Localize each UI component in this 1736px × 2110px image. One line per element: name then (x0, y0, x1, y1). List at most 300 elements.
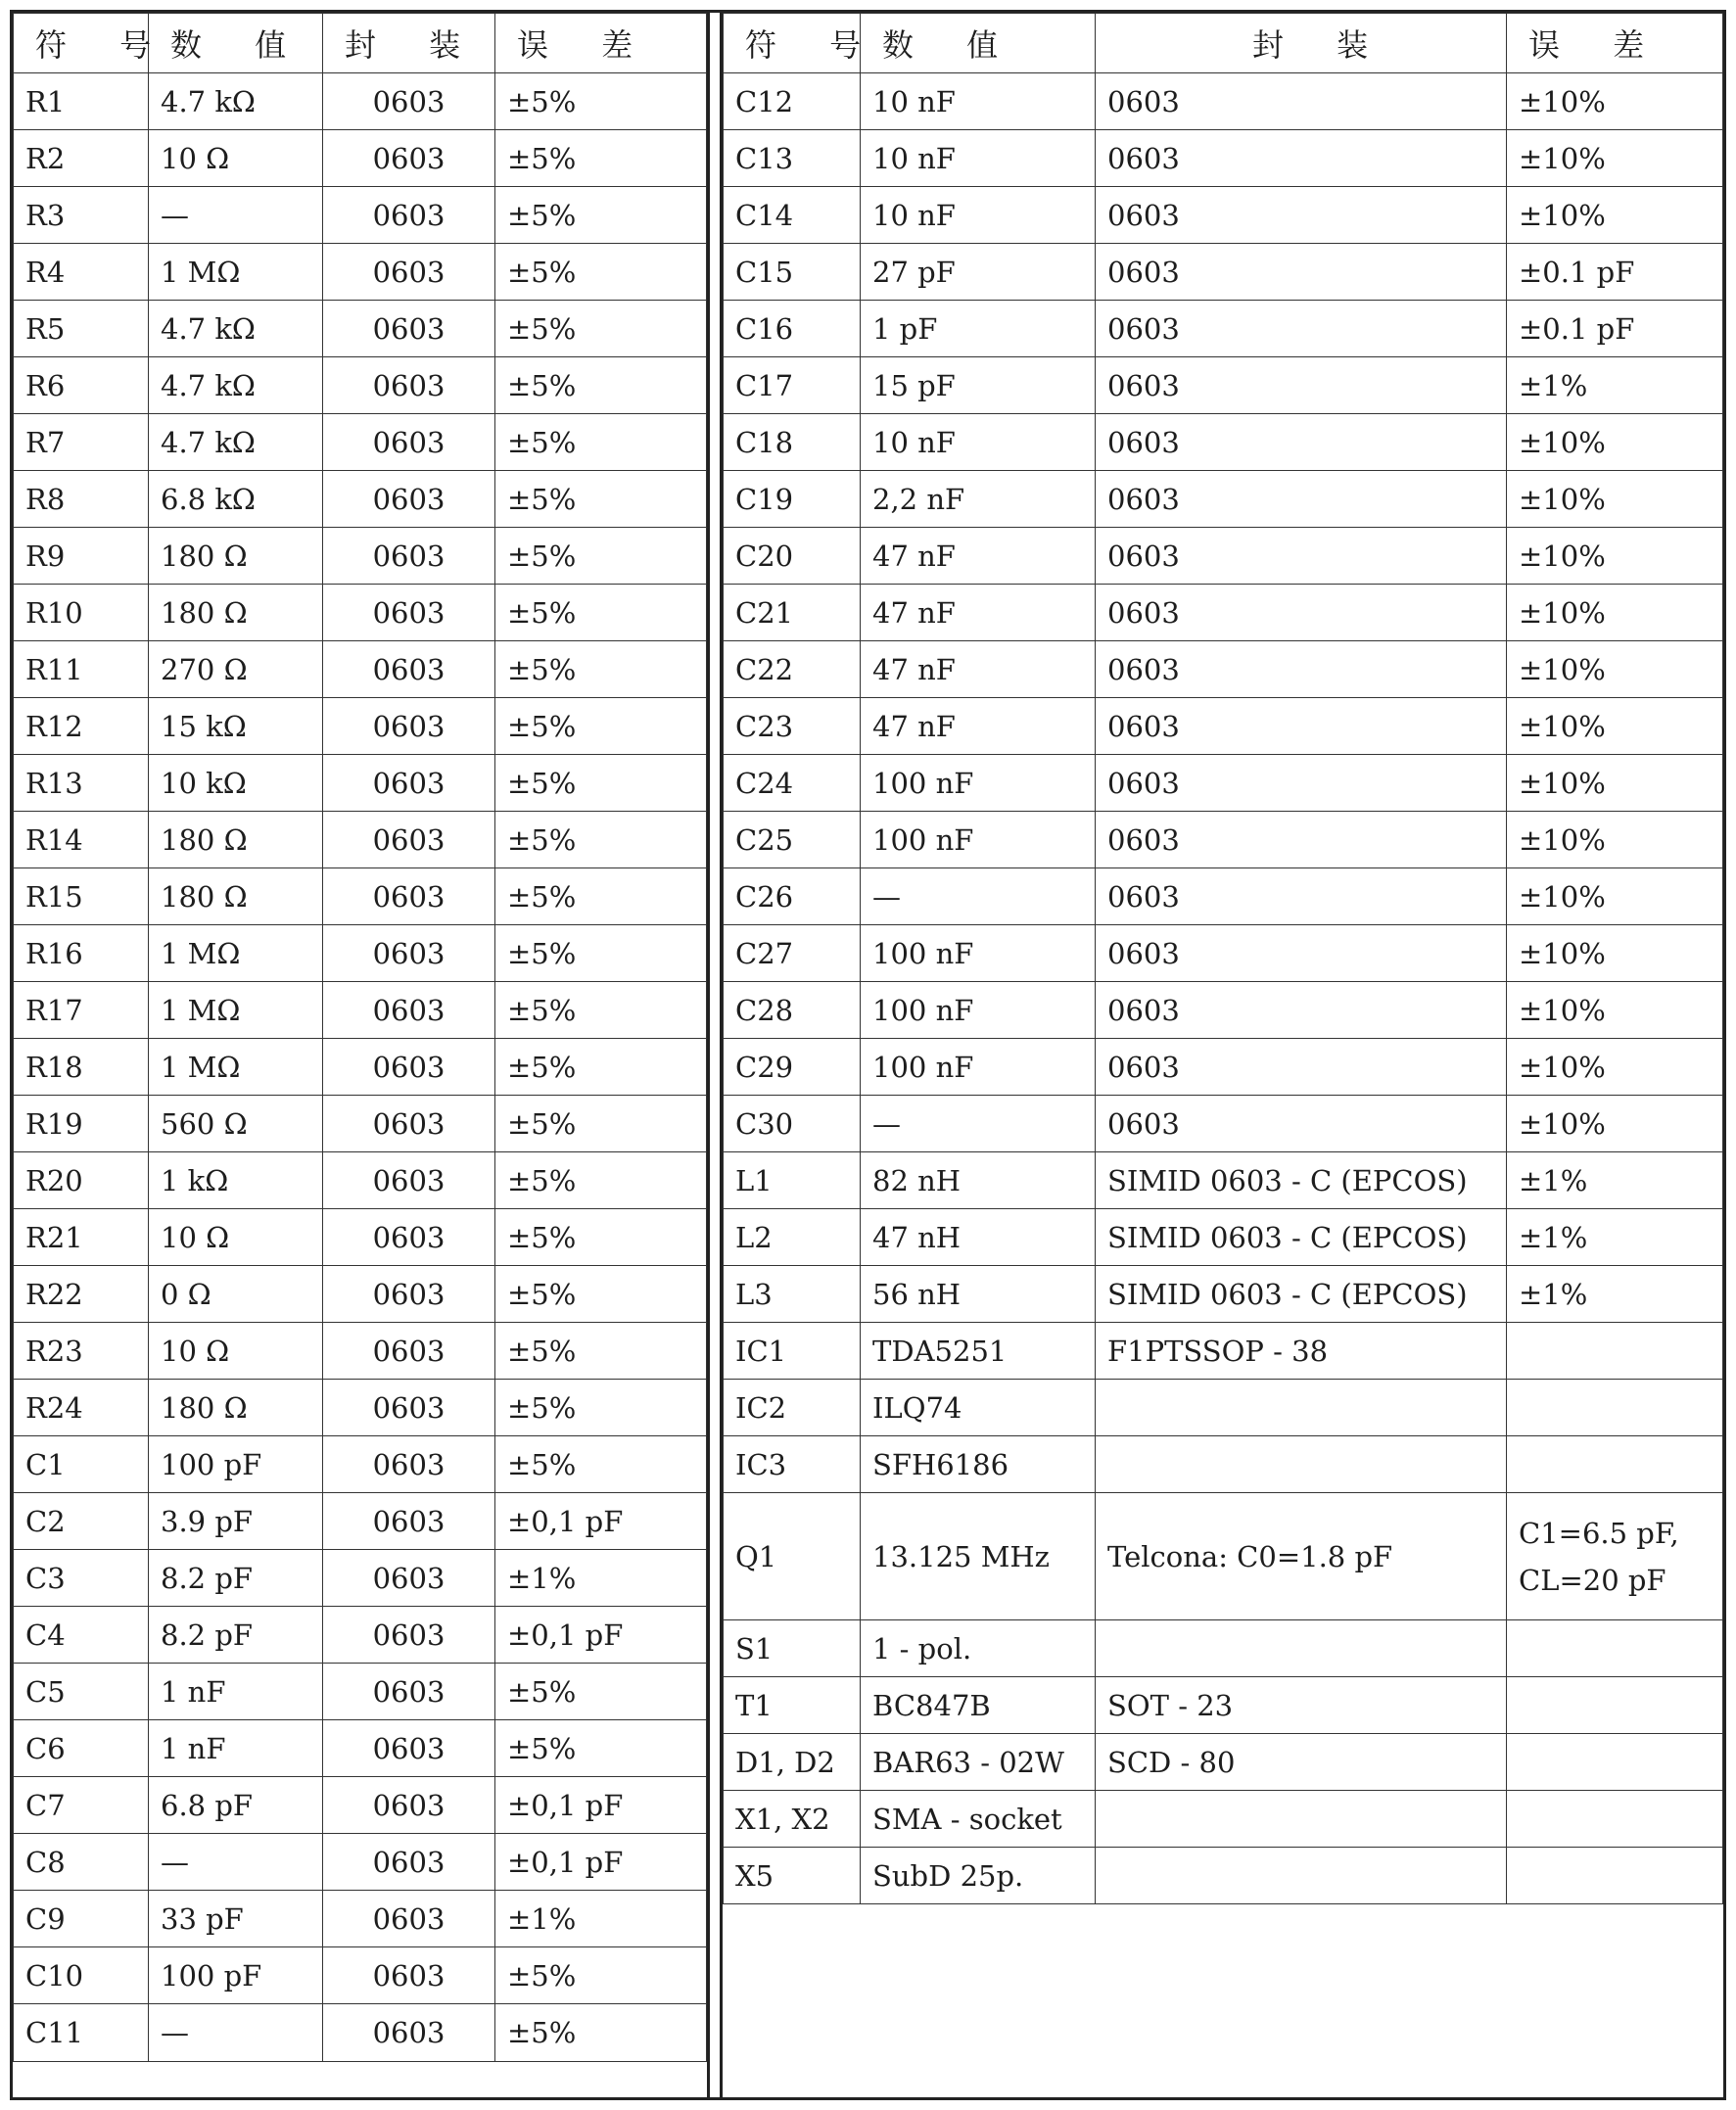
cell-package: 0603 (1096, 357, 1507, 414)
cell-value: 27 pF (861, 244, 1096, 301)
table-row (724, 925, 1723, 982)
cell-package: 0603 (323, 1323, 495, 1380)
table-row (14, 1039, 707, 1096)
table-row (724, 130, 1723, 187)
cell-value: 6.8 pF (149, 1777, 323, 1834)
cell-symbol: C18 (724, 414, 861, 471)
cell-value: 56 nH (861, 1266, 1096, 1323)
cell-value: 1 kΩ (149, 1152, 323, 1209)
cell-value: 47 nH (861, 1209, 1096, 1266)
cell-tolerance: ±1% (495, 1891, 707, 1947)
cell-value: 180 Ω (149, 585, 323, 641)
right-table-panel (720, 13, 1723, 2097)
cell-package: 0603 (323, 1039, 495, 1096)
table-row (724, 1620, 1723, 1677)
cell-value: 1 MΩ (149, 244, 323, 301)
cell-tolerance: ±5% (495, 73, 707, 130)
cell-package (1096, 1380, 1507, 1436)
cell-value: — (861, 1096, 1096, 1152)
cell-package: 0603 (1096, 585, 1507, 641)
cell-tolerance: ±5% (495, 471, 707, 528)
cell-value: SubD 25p. (861, 1848, 1096, 1904)
cell-symbol: R17 (14, 982, 149, 1039)
cell-symbol: C25 (724, 812, 861, 868)
table-row (14, 1323, 707, 1380)
table-row (724, 244, 1723, 301)
cell-symbol: X1, X2 (724, 1791, 861, 1848)
right-header-row (724, 14, 1723, 73)
cell-symbol: C29 (724, 1039, 861, 1096)
cell-value: 180 Ω (149, 1380, 323, 1436)
cell-symbol: R7 (14, 414, 149, 471)
cell-symbol: Q1 (724, 1493, 861, 1620)
cell-tolerance: ±5% (495, 1209, 707, 1266)
cell-tolerance: ±5% (495, 812, 707, 868)
cell-symbol: C13 (724, 130, 861, 187)
cell-value: SMA - socket (861, 1791, 1096, 1848)
cell-tolerance: ±10% (1507, 982, 1723, 1039)
table-row (14, 1152, 707, 1209)
cell-package: 0603 (323, 301, 495, 357)
table-row (14, 698, 707, 755)
cell-tolerance: ±1% (1507, 1152, 1723, 1209)
cell-value: 100 nF (861, 812, 1096, 868)
cell-value: SFH6186 (861, 1436, 1096, 1493)
cell-tolerance: ±10% (1507, 868, 1723, 925)
cell-tolerance: ±5% (495, 1266, 707, 1323)
table-row (14, 130, 707, 187)
cell-tolerance: ±10% (1507, 414, 1723, 471)
cell-value: 100 nF (861, 1039, 1096, 1096)
table-row (14, 528, 707, 585)
cell-value: BC847B (861, 1677, 1096, 1734)
cell-value: 10 Ω (149, 1209, 323, 1266)
table-row (724, 755, 1723, 812)
cell-symbol: X5 (724, 1848, 861, 1904)
cell-symbol: C5 (14, 1664, 149, 1720)
cell-symbol: C12 (724, 73, 861, 130)
cell-tolerance: ±10% (1507, 698, 1723, 755)
cell-value: 47 nF (861, 698, 1096, 755)
cell-package: SIMID 0603 - C (EPCOS) (1096, 1266, 1507, 1323)
cell-symbol: R21 (14, 1209, 149, 1266)
cell-tolerance: ±0,1 pF (495, 1777, 707, 1834)
cell-symbol: C30 (724, 1096, 861, 1152)
cell-tolerance: ±5% (495, 1096, 707, 1152)
table-row (724, 414, 1723, 471)
header-tolerance: 误 差 (495, 14, 707, 73)
cell-symbol: D1, D2 (724, 1734, 861, 1791)
cell-value: 33 pF (149, 1891, 323, 1947)
cell-tolerance: ±10% (1507, 641, 1723, 698)
cell-tolerance (1507, 1848, 1723, 1904)
cell-symbol: R23 (14, 1323, 149, 1380)
cell-value: 1 MΩ (149, 982, 323, 1039)
table-row (724, 1380, 1723, 1436)
cell-value: 270 Ω (149, 641, 323, 698)
cell-package: SIMID 0603 - C (EPCOS) (1096, 1209, 1507, 1266)
cell-package: 0603 (323, 1777, 495, 1834)
cell-symbol: C15 (724, 244, 861, 301)
cell-symbol: C19 (724, 471, 861, 528)
cell-package: 0603 (1096, 982, 1507, 1039)
table-row (724, 1791, 1723, 1848)
cell-tolerance: ±0.1 pF (1507, 244, 1723, 301)
cell-package: 0603 (1096, 414, 1507, 471)
cell-value: 15 pF (861, 357, 1096, 414)
cell-package: 0603 (323, 357, 495, 414)
cell-tolerance: ±5% (495, 1947, 707, 2004)
table-row (14, 73, 707, 130)
cell-value: 13.125 MHz (861, 1493, 1096, 1620)
cell-symbol: IC2 (724, 1380, 861, 1436)
cell-tolerance (1507, 1323, 1723, 1380)
table-row (14, 585, 707, 641)
cell-symbol: R1 (14, 73, 149, 130)
cell-value: 47 nF (861, 641, 1096, 698)
cell-package: 0603 (1096, 641, 1507, 698)
table-row (14, 1777, 707, 1834)
table-row (14, 755, 707, 812)
cell-package: 0603 (323, 755, 495, 812)
cell-package: 0603 (323, 641, 495, 698)
cell-package: 0603 (323, 1947, 495, 2004)
cell-package: 0603 (1096, 755, 1507, 812)
cell-symbol: R18 (14, 1039, 149, 1096)
cell-value: 1 nF (149, 1720, 323, 1777)
cell-value: 1 MΩ (149, 1039, 323, 1096)
cell-package: 0603 (1096, 698, 1507, 755)
cell-value: 560 Ω (149, 1096, 323, 1152)
cell-tolerance (1507, 1493, 1723, 1620)
cell-symbol: C20 (724, 528, 861, 585)
cell-package: 0603 (323, 1891, 495, 1947)
cell-symbol: S1 (724, 1620, 861, 1677)
cell-symbol: C9 (14, 1891, 149, 1947)
table-row (14, 2004, 707, 2062)
cell-tolerance: ±5% (495, 1039, 707, 1096)
cell-symbol: C22 (724, 641, 861, 698)
cell-package: 0603 (1096, 925, 1507, 982)
cell-symbol: R16 (14, 925, 149, 982)
cell-value: 8.2 pF (149, 1607, 323, 1664)
cell-symbol: C17 (724, 357, 861, 414)
cell-value: 100 nF (861, 982, 1096, 1039)
component-list-sheet (10, 10, 1726, 2100)
left-header-row (14, 14, 707, 73)
cell-value: 100 pF (149, 1436, 323, 1493)
cell-value: 180 Ω (149, 528, 323, 585)
table-row (14, 925, 707, 982)
cell-package: 0603 (323, 187, 495, 244)
cell-tolerance: ±5% (495, 698, 707, 755)
cell-package: 0603 (323, 244, 495, 301)
cell-package: 0603 (323, 1209, 495, 1266)
cell-tolerance: ±5% (495, 1436, 707, 1493)
header-symbol: 符 号 (724, 14, 861, 73)
cell-value: 3.9 pF (149, 1493, 323, 1550)
cell-tolerance: ±0,1 pF (495, 1607, 707, 1664)
cell-symbol: R11 (14, 641, 149, 698)
table-row (724, 1096, 1723, 1152)
cell-tolerance: ±10% (1507, 1096, 1723, 1152)
cell-package: 0603 (323, 1493, 495, 1550)
right-component-table (723, 13, 1723, 1904)
cell-value: 1 pF (861, 301, 1096, 357)
header-value: 数 值 (149, 14, 323, 73)
cell-value: BAR63 - 02W (861, 1734, 1096, 1791)
cell-symbol: C8 (14, 1834, 149, 1891)
table-row (724, 1266, 1723, 1323)
table-row (724, 982, 1723, 1039)
cell-package (1096, 1848, 1507, 1904)
cell-package: 0603 (323, 130, 495, 187)
cell-value: 10 nF (861, 130, 1096, 187)
cell-value: 100 nF (861, 755, 1096, 812)
table-row (724, 812, 1723, 868)
cell-value: 1 nF (149, 1664, 323, 1720)
cell-tolerance: ±10% (1507, 187, 1723, 244)
cell-symbol: L3 (724, 1266, 861, 1323)
cell-package: 0603 (1096, 1039, 1507, 1096)
cell-symbol: R8 (14, 471, 149, 528)
cell-tolerance: ±1% (1507, 357, 1723, 414)
cell-value: 10 kΩ (149, 755, 323, 812)
table-row (724, 187, 1723, 244)
cell-package: SOT - 23 (1096, 1677, 1507, 1734)
table-row (724, 585, 1723, 641)
cell-tolerance: ±5% (495, 301, 707, 357)
table-row (724, 1323, 1723, 1380)
cell-value: 15 kΩ (149, 698, 323, 755)
cell-symbol: R2 (14, 130, 149, 187)
cell-value: 0 Ω (149, 1266, 323, 1323)
table-row (14, 1834, 707, 1891)
cell-package: SCD - 80 (1096, 1734, 1507, 1791)
cell-value: 2,2 nF (861, 471, 1096, 528)
table-row (724, 357, 1723, 414)
cell-tolerance: ±10% (1507, 812, 1723, 868)
cell-tolerance: ±1% (495, 1550, 707, 1607)
tolerance-line-2: CL=20 pF (1519, 1563, 1666, 1597)
cell-symbol: L2 (724, 1209, 861, 1266)
cell-package: 0603 (323, 73, 495, 130)
cell-symbol: C28 (724, 982, 861, 1039)
cell-value: 4.7 kΩ (149, 357, 323, 414)
cell-tolerance: ±10% (1507, 925, 1723, 982)
cell-package: 0603 (323, 1436, 495, 1493)
table-row (14, 982, 707, 1039)
cell-value: 100 pF (149, 1947, 323, 2004)
cell-value: 82 nH (861, 1152, 1096, 1209)
cell-tolerance: ±5% (495, 1152, 707, 1209)
cell-tolerance: ±5% (495, 1380, 707, 1436)
cell-tolerance: ±5% (495, 925, 707, 982)
table-row (14, 1096, 707, 1152)
cell-package: 0603 (1096, 471, 1507, 528)
cell-symbol: C1 (14, 1436, 149, 1493)
cell-symbol: C11 (14, 2004, 149, 2062)
left-component-table (13, 13, 707, 2062)
cell-package: 0603 (323, 698, 495, 755)
cell-value: — (149, 2004, 323, 2062)
cell-symbol: C27 (724, 925, 861, 982)
cell-symbol: R19 (14, 1096, 149, 1152)
table-row (14, 414, 707, 471)
cell-package: 0603 (323, 868, 495, 925)
cell-package: 0603 (1096, 187, 1507, 244)
cell-package: 0603 (1096, 130, 1507, 187)
table-row-q1 (724, 1493, 1723, 1620)
table-row (14, 868, 707, 925)
cell-symbol: C6 (14, 1720, 149, 1777)
cell-tolerance: ±5% (495, 868, 707, 925)
table-row (724, 1152, 1723, 1209)
table-row (724, 1677, 1723, 1734)
cell-package: 0603 (1096, 868, 1507, 925)
table-row (724, 471, 1723, 528)
cell-tolerance: ±0.1 pF (1507, 301, 1723, 357)
cell-package: 0603 (323, 1664, 495, 1720)
cell-value: 100 nF (861, 925, 1096, 982)
cell-package: 0603 (1096, 1096, 1507, 1152)
cell-package: 0603 (323, 1380, 495, 1436)
cell-value: 6.8 kΩ (149, 471, 323, 528)
cell-value: 4.7 kΩ (149, 73, 323, 130)
table-row (724, 528, 1723, 585)
cell-tolerance: ±5% (495, 1323, 707, 1380)
cell-symbol: C16 (724, 301, 861, 357)
cell-package (1096, 1620, 1507, 1677)
table-row (14, 471, 707, 528)
cell-package: 0603 (323, 1152, 495, 1209)
cell-tolerance (1507, 1791, 1723, 1848)
cell-value: 1 - pol. (861, 1620, 1096, 1677)
left-table-panel (13, 13, 710, 2097)
table-row (724, 1039, 1723, 1096)
cell-tolerance: ±10% (1507, 528, 1723, 585)
cell-symbol: R12 (14, 698, 149, 755)
cell-symbol: R3 (14, 187, 149, 244)
cell-symbol: C14 (724, 187, 861, 244)
table-row (724, 641, 1723, 698)
cell-symbol: C23 (724, 698, 861, 755)
table-row (14, 1209, 707, 1266)
cell-value: 10 nF (861, 187, 1096, 244)
cell-symbol: R22 (14, 1266, 149, 1323)
cell-value: TDA5251 (861, 1323, 1096, 1380)
cell-tolerance: ±10% (1507, 1039, 1723, 1096)
cell-value: 47 nF (861, 585, 1096, 641)
cell-tolerance: ±5% (495, 2004, 707, 2062)
cell-value: 4.7 kΩ (149, 301, 323, 357)
table-row (14, 244, 707, 301)
cell-symbol: C24 (724, 755, 861, 812)
cell-package: 0603 (1096, 812, 1507, 868)
cell-package: 0603 (323, 528, 495, 585)
cell-symbol: R4 (14, 244, 149, 301)
cell-value: 10 nF (861, 414, 1096, 471)
header-package: 封 装 (323, 14, 495, 73)
cell-package: 0603 (323, 925, 495, 982)
cell-tolerance: ±5% (495, 130, 707, 187)
cell-package: 0603 (323, 471, 495, 528)
cell-tolerance: ±5% (495, 528, 707, 585)
cell-package: 0603 (323, 2004, 495, 2062)
table-row (14, 1380, 707, 1436)
cell-tolerance: ±5% (495, 982, 707, 1039)
cell-tolerance: ±5% (495, 1720, 707, 1777)
header-package: 封 装 (1096, 14, 1507, 73)
cell-symbol: IC3 (724, 1436, 861, 1493)
table-row (14, 1550, 707, 1607)
cell-symbol: C4 (14, 1607, 149, 1664)
tolerance-line-1: C1=6.5 pF, (1519, 1516, 1679, 1550)
table-row (14, 1266, 707, 1323)
cell-value: — (861, 868, 1096, 925)
cell-package: 0603 (323, 414, 495, 471)
cell-package: 0603 (323, 982, 495, 1039)
cell-package: 0603 (323, 812, 495, 868)
cell-package: F1PTSSOP - 38 (1096, 1323, 1507, 1380)
table-row (14, 1720, 707, 1777)
cell-tolerance (1507, 1620, 1723, 1677)
cell-tolerance: ±5% (495, 1664, 707, 1720)
table-row (724, 868, 1723, 925)
cell-tolerance: ±5% (495, 414, 707, 471)
cell-package: 0603 (1096, 301, 1507, 357)
cell-symbol: R14 (14, 812, 149, 868)
table-row (724, 73, 1723, 130)
cell-tolerance (1507, 1380, 1723, 1436)
cell-tolerance: ±0,1 pF (495, 1493, 707, 1550)
cell-symbol: T1 (724, 1677, 861, 1734)
cell-package: 0603 (323, 1550, 495, 1607)
cell-symbol: C10 (14, 1947, 149, 2004)
cell-value: 10 Ω (149, 130, 323, 187)
cell-package: 0603 (1096, 73, 1507, 130)
cell-package (1096, 1436, 1507, 1493)
cell-package: 0603 (1096, 244, 1507, 301)
cell-symbol: C7 (14, 1777, 149, 1834)
table-row (14, 1891, 707, 1947)
cell-tolerance (1507, 1436, 1723, 1493)
cell-value: 8.2 pF (149, 1550, 323, 1607)
cell-value: 1 MΩ (149, 925, 323, 982)
cell-symbol: R13 (14, 755, 149, 812)
table-row (724, 1848, 1723, 1904)
cell-package: 0603 (1096, 528, 1507, 585)
table-row (14, 1436, 707, 1493)
cell-tolerance: ±1% (1507, 1209, 1723, 1266)
cell-symbol: C26 (724, 868, 861, 925)
cell-tolerance: ±10% (1507, 755, 1723, 812)
cell-package: 0603 (323, 1096, 495, 1152)
cell-tolerance: ±5% (495, 357, 707, 414)
cell-tolerance: ±10% (1507, 471, 1723, 528)
table-row (724, 1436, 1723, 1493)
cell-value: ILQ74 (861, 1380, 1096, 1436)
cell-tolerance: ±5% (495, 244, 707, 301)
cell-symbol: IC1 (724, 1323, 861, 1380)
cell-value: 10 Ω (149, 1323, 323, 1380)
cell-tolerance: ±10% (1507, 130, 1723, 187)
table-row (14, 1493, 707, 1550)
cell-tolerance: ±1% (1507, 1266, 1723, 1323)
table-row (724, 301, 1723, 357)
cell-package: 0603 (323, 585, 495, 641)
table-row (14, 1664, 707, 1720)
